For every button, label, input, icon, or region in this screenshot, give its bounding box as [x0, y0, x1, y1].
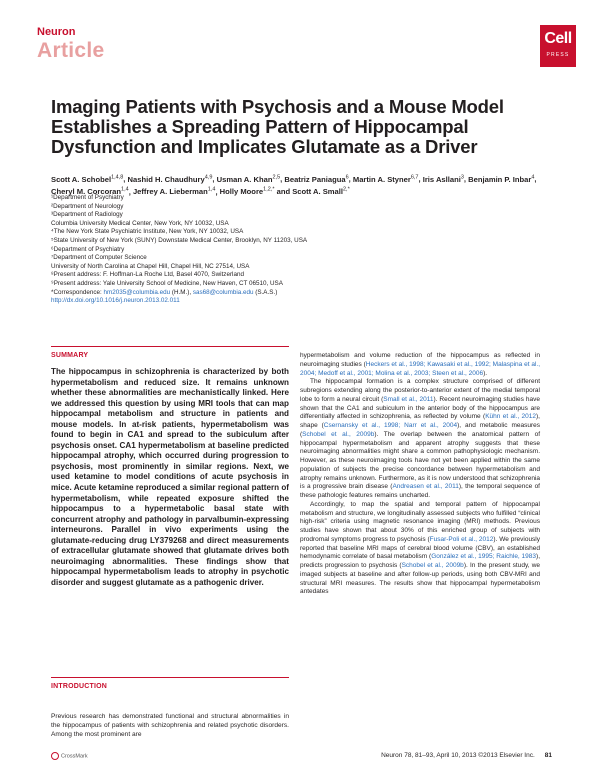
correspondence-prefix: *Correspondence: — [51, 288, 104, 296]
text-run: ). Recent neuroimaging studies have shown that the CA1 and subiculum in the anterior body of the hippocampus are differentially affected in schizophrenia, as reflected by volume ( — [300, 395, 540, 421]
text-run: ). The overlap between the anatomical pattern of hippocampal hypermetabolism and apparent atrophy suggests that these neuroimaging abnormalities might share a common pathophysiologic mechanism. However, as these neuroimaging tools have not yet been applied within the same population of subjects the precise concordance between hypermetabolism and atrophy remains unknown. Furthermore, as it is now understood that schizophrenia is a progressive brain disease ( — [300, 430, 540, 491]
crossmark-label: CrossMark — [61, 753, 88, 760]
author — [128, 175, 213, 184]
citation-link[interactable]: Schobel et al., 2009b — [401, 562, 464, 569]
text-run: hypermetabolism and volume reduction of the hippocampus as reflected in neuroimaging studies ( — [300, 352, 540, 368]
affiliation-line: University of North Carolina at Chapel Hill, Chapel Hill, NC 27514, USA — [51, 262, 250, 270]
author-name: Cheryl M. Corcoran — [51, 187, 122, 197]
citation-link[interactable]: Kühn et al., 2012 — [485, 413, 537, 421]
paragraph — [300, 378, 540, 501]
paragraph — [300, 501, 540, 597]
affiliation-line: ⁶Department of Psychiatry — [51, 245, 125, 253]
text-run: ). In the present study, we imaged subjects at baseline and after follow-up periods, using both CBV-MRI and structural MRI measures. The results show that hippocampal hypermetabolism antedates — [300, 562, 541, 596]
correspondence-mid: (H.M.), — [170, 288, 193, 296]
correspondence-suffix: (S.A.S.) — [253, 288, 278, 296]
author — [468, 175, 534, 184]
author — [423, 175, 464, 184]
logo-press-text: PRESS — [546, 52, 570, 58]
author-affiliation-marker: 1,2,* — [263, 186, 275, 193]
page-number: 81 — [544, 752, 552, 759]
author — [284, 175, 348, 184]
author-name: Benjamin P. Inbar — [468, 174, 532, 184]
summary-text: The hippocampus in schizophrenia is characterized by both hypermetabolism and reduced size. It remains unknown whether these abnormalities are mechanistically linked. Here we addressed this question by using MRI tools that can map hippocampal metabolism and structure in patients and mouse models. In at-risk patients, hypermetabolism was found to begin in CA1 and spread to the subiculum after psychosis onset. CA1 hypermetabolism at baseline predicted hippocampal atrophy, which occurred during progression to psychosis, most prominently in similar regions. Next, we used ketamine to model conditions of acute psychosis in mice. Acute ketamine reproduced a similar regional pattern of hypermetabolism, while repeated exposure shifted the hippocampus to a hypermetabolic basal state with concurrent atrophy and pathology in parvalbumin-expressing interneurons. Parallel in vivo experiments using the glutamate-reducing drug LY379268 and direct measurements of extracellular glutamate showed that glutamate drives both neuroimaging abnormalities. These findings show that hippocampal hypermetabolism leads to atrophy in psychotic disorder and suggest glutamate as a pathogenic driver. — [51, 367, 289, 587]
text-run: ), and metabolic measures ( — [300, 422, 540, 438]
text-run: ). — [483, 369, 488, 377]
affiliation-line: ⁹Present address: Yale University School of Medicine, New Haven, CT 06510, USA — [51, 279, 283, 287]
footer-citation: Neuron 78, 81–93, April 10, 2013 ©2013 Elsevier Inc. — [381, 752, 535, 759]
logo-cell-text: Cell — [544, 30, 572, 47]
citation-link[interactable]: González et al., 1995; Raichle, 1983 — [431, 553, 537, 561]
author — [217, 175, 281, 184]
introduction-text: Previous research has demonstrated functional and structural abnormalities in the hippocampus of patients with schizophrenia and related psychotic disorders. Among the most prominent are — [51, 713, 289, 739]
article-type-label: Article — [37, 39, 105, 62]
author-affiliation-marker: 6 — [345, 174, 349, 180]
affiliation-line: ¹Department of Psychiatry — [51, 194, 124, 201]
author-name: and Scott A. Small — [276, 187, 343, 197]
doi-link[interactable]: http://dx.doi.org/10.1016/j.neuron.2013.02.011 — [51, 297, 180, 305]
text-run: ), predicts progression to psychosis ( — [300, 553, 541, 569]
affiliations — [51, 194, 561, 306]
author-affiliation-marker: 3 — [460, 174, 464, 180]
author-name: Jeffrey A. Lieberman — [132, 187, 208, 197]
author-name: Iris Asllani — [422, 174, 461, 184]
author-affiliation-marker: 1,4,8 — [111, 174, 124, 180]
crossmark-badge[interactable] — [51, 752, 88, 760]
text-run: ), the temporal sequence of these pathologic features remains uncharted. — [300, 483, 540, 499]
author-affiliation-marker: 4,9 — [204, 174, 213, 180]
citation-link[interactable]: Fusar-Poli et al., 2012 — [429, 535, 494, 543]
citation-link[interactable]: Andreasen et al., 2011 — [392, 483, 459, 491]
affiliation-line: ⁵State University of New York (SUNY) Downstate Medical Center, Brooklyn, NY 11203, USA — [51, 236, 308, 244]
text-run: The hippocampal formation is a complex structure comprised of different subregions extending along the posterior-to-anterior extent of the medial temporal lobe to form a neural circuit ( — [300, 378, 540, 403]
author — [353, 175, 419, 184]
author — [51, 175, 123, 184]
page-footer — [381, 752, 552, 759]
author-name: Scott A. Schobel — [51, 174, 112, 184]
author-affiliation-marker: 1,4 — [121, 186, 129, 193]
author-name: Usman A. Khan — [216, 174, 273, 184]
author-name: Martin A. Styner — [352, 174, 411, 184]
citation-link[interactable]: Csernansky et al., 1998; Narr et al., 2004 — [323, 422, 458, 429]
author-affiliation-marker: 2,* — [342, 186, 350, 193]
author-affiliation-marker: 4 — [531, 174, 535, 180]
author-name: Nashid H. Chaudhury — [127, 174, 205, 184]
affiliation-line: Columbia University Medical Center, New York, NY 10032, USA — [51, 219, 229, 227]
summary-heading: SUMMARY — [51, 352, 89, 359]
author-list: Scott A. Schobel$^{1,4,8}$, Nashid H. Chaudhury$^{4,9}$, Usman A. Khan$^{2,5}$, Beatriz Paniagua$^6$, Martin A. Styner$^{6,7}$, Iris Asllani$^3$, Benjamin P. Inbar$^4$, Cheryl M. Corcoran$^{1,4}$, Jeffrey A. Lieberman$^{1,4}$, Holly Moore$^{1,2,*}$ and Scott A. Small$^{2,*}$ — [51, 174, 537, 197]
author-name: Holly Moore — [219, 187, 264, 197]
email-link-sas[interactable]: sas68@columbia.edu — [192, 288, 254, 296]
summary-rule — [51, 346, 289, 347]
correspondence-line — [51, 289, 561, 298]
author-name: Beatriz Paniagua — [284, 174, 346, 184]
article-title: Imaging Patients with Psychosis and a Mouse Model Establishes a Spreading Pattern of Hippocampal Dysfunction and Implicates Glutamate as a Driver — [51, 96, 504, 157]
affiliation-line: ⁴The New York State Psychiatric Institute, New York, NY 10032, USA — [51, 228, 244, 236]
paragraph — [300, 352, 540, 378]
text-run: Accordingly, to map the spatial and temporal pattern of hippocampal metabolism and structure, we longitudinally assessed subjects who fulfilled “clinical high-risk” criteria using magnetic resonance imaging (MRI) methods. Previous studies have shown that about 30% of this enriched group of subjects with prodromal symptoms progress to psychosis ( — [300, 500, 540, 543]
right-column-text — [300, 352, 540, 597]
affiliation-line: ⁷Department of Computer Science — [51, 254, 147, 262]
cell-press-logo — [540, 25, 576, 67]
text-run: ). We previously reported that baseline MRI maps of cerebral blood volume (CBV), an established hemodynamic correlate of basal metabolism ( — [300, 535, 541, 561]
citation-link[interactable]: Schobel et al., 2009b — [302, 430, 375, 438]
crossmark-icon — [51, 752, 59, 760]
author-affiliation-marker: 2,5 — [272, 174, 281, 180]
author-affiliation-marker: 6,7 — [410, 174, 419, 180]
journal-name: Neuron — [37, 26, 76, 38]
author-affiliation-marker: 1,4 — [207, 186, 216, 193]
citation-link[interactable]: Heckers et al., 1998; Kawasaki et al., 1992; Malaspina et al., 2004; Medoff et al., 2001; Molina et al., 2003; Steen et al., 2006 — [300, 360, 540, 377]
affiliation-line: ⁸Present address: F. Hoffman-La Roche Ltd, Basel 4070, Switzerland — [51, 271, 244, 279]
introduction-rule — [51, 677, 289, 678]
email-link-hm[interactable]: hm2035@columbia.edu — [103, 288, 171, 296]
introduction-heading: INTRODUCTION — [51, 683, 108, 690]
citation-link[interactable]: Small et al., 2011 — [383, 395, 434, 403]
affiliation-line: ³Department of Radiology — [51, 211, 123, 219]
text-run: ), shape ( — [300, 413, 540, 429]
affiliation-line: ²Department of Neurology — [51, 202, 124, 210]
